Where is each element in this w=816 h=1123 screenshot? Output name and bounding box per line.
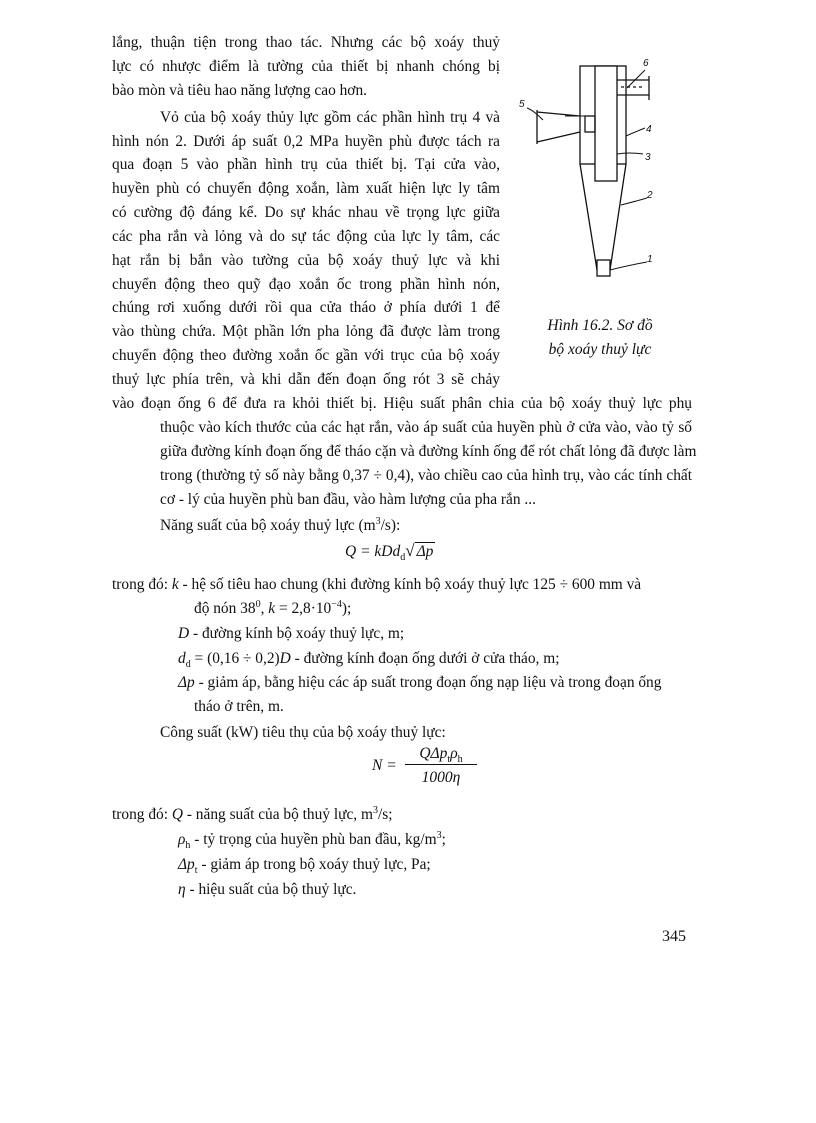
text-line: chúng rơi xuống dưới rồi qua cửa tháo ở phía dưới 1 để <box>112 299 500 316</box>
text-line: Vỏ của bộ xoáy thủy lực gồm các phần hình trụ 4 và <box>160 109 500 126</box>
text-line: qua đoạn 5 vào phần hình trụ của thiết bị. Tại cửa vào, <box>112 156 500 173</box>
where-dp-cont: tháo ở trên, m. <box>194 698 284 715</box>
text-line: huyền phù có chuyển động xoắn, làm xuất hiện lực ly tâm <box>112 180 500 197</box>
text-line: bào mòn và tiêu hao năng lượng cao hơn. <box>112 82 367 99</box>
text-line: vào thùng chứa. Một phần lớn pha lỏng đã được làm trong <box>112 323 500 340</box>
power-numerator: $Q\Delta p_t\rho_h$ <box>405 744 477 765</box>
where-dpt: $\Delta p_t$ - giảm áp trong bộ xoáy thuỷ lực, Pa; <box>178 856 431 877</box>
text-line: chuyển động theo quỹ đạo xoắn ốc trong phần hình nón, <box>112 276 500 293</box>
label-3: 3 <box>645 152 651 163</box>
text-line: thuỷ lực phía trên, và khi dẫn đến đoạn ống rót 3 sẽ chảy <box>112 371 500 388</box>
text-line: lực có nhược điểm là tường của thiết bị nhanh chóng bị <box>112 58 500 75</box>
text-line: trong (thường tỷ số này bằng 0,37 ÷ 0,4), vào chiều cao của hình trụ, vào các tính chất <box>160 467 692 484</box>
text-line: hình nón 2. Dưới áp suất 0,2 MPa huyền phù được tách ra <box>112 133 500 150</box>
text-line: lắng, thuận tiện trong thao tác. Nhưng các bộ xoáy thuỷ <box>112 34 500 51</box>
text-line: giữa đường kính đoạn ống để tháo cặn và đường kính ống để rót chất lỏng đã được làm <box>160 443 697 460</box>
text-line: cơ - lý của huyền phù ban đầu, vào hàm lượng của pha rắn ... <box>160 491 536 508</box>
label-5: 5 <box>519 99 525 110</box>
text-line: các pha rắn và lỏng và do sự tác động của lực ly tâm, các <box>112 228 500 245</box>
text-line: có cường độ đáng kể. Do sự khác nhau về trọng lực giữa <box>112 204 500 221</box>
where-eta: η - hiệu suất của bộ thuỷ lực. <box>178 881 357 898</box>
label-1: 1 <box>647 254 653 265</box>
page-number: 345 <box>662 928 686 945</box>
power-lhs: N = <box>372 757 397 774</box>
power-intro: Công suất (kW) tiêu thụ của bộ xoáy thuỷ lực: <box>160 724 446 741</box>
power-denominator: 1000η <box>421 769 461 786</box>
label-6: 6 <box>643 58 649 69</box>
text-line: vào đoạn ống 6 để đưa ra khỏi thiết bị. Hiệu suất phân chia của bộ xoáy thuỷ lực phụ <box>112 395 692 412</box>
text-line: hạt rắn bị bắn vào tường của bộ xoáy thuỷ lực và khi <box>112 252 500 269</box>
capacity-formula: Q = kDd$_d$√ Δp <box>345 541 434 564</box>
where-dp: Δp - giảm áp, bằng hiệu các áp suất trong đoạn ống nạp liệu và trong đoạn ống <box>178 674 662 691</box>
where-rho: $\rho_h$ - tỷ trọng của huyền phù ban đầu, $kg/m^3$; <box>178 829 446 852</box>
text-line: chuyển động theo đường xoắn ốc gần với trục của bộ xoáy <box>112 347 500 364</box>
text-line: thuộc vào kích thước của các hạt rắn, vào áp suất của huyền phù ở cửa vào, vào tỷ số <box>160 419 692 436</box>
where-k: trong đó: k - hệ số tiêu hao chung (khi đường kính bộ xoáy thuỷ lực 125 ÷ 600 mm và <box>112 576 642 593</box>
where-dd: $d_d = (0,16 \div 0,2)D$ - đường kính đoạn ống dưới ở cửa tháo, m; <box>178 650 560 671</box>
label-2: 2 <box>647 190 653 201</box>
label-4: 4 <box>646 124 652 135</box>
where-D: D - đường kính bộ xoáy thuỷ lực, m; <box>178 625 405 642</box>
hydrocyclone-diagram <box>515 50 665 290</box>
where-k-cont: độ nón $38^0$, $k = 2,8\cdot 10^{-4}$); <box>194 598 352 617</box>
figure-caption: Hình 16.2. Sơ đồ bộ xoáy thuỷ lực <box>547 317 653 358</box>
capacity-intro: Năng suất của bộ xoáy thuỷ lực $(m^3/s)$: <box>160 515 401 534</box>
where-Q: trong đó: Q - năng suất của bộ thuỷ lực, $m^3/s$; <box>112 804 393 823</box>
